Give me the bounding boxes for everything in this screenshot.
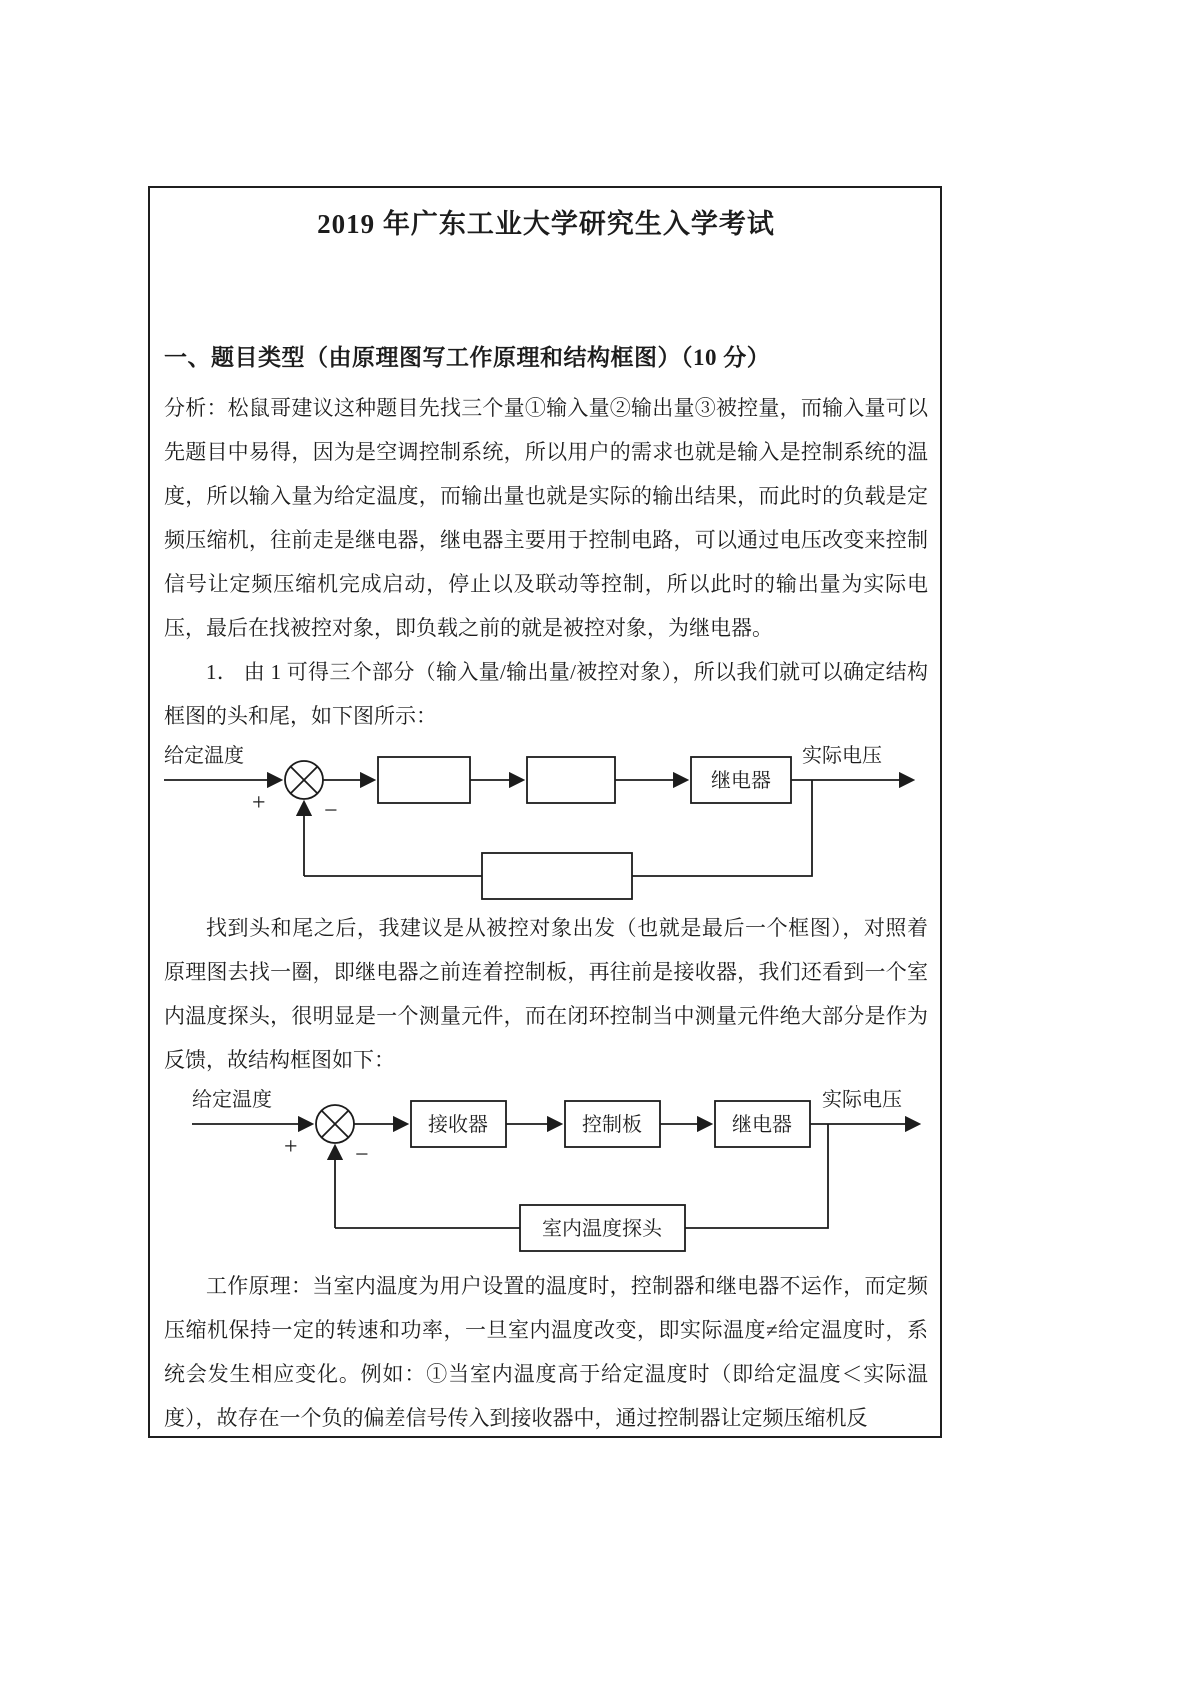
empty-block-2: [527, 757, 615, 803]
relay-block-label: 继电器: [711, 770, 771, 792]
relay-block-label: 继电器: [732, 1114, 792, 1136]
plus-sign: +: [284, 1134, 298, 1160]
output-label: 实际电压: [822, 1089, 902, 1111]
plus-sign: +: [252, 790, 266, 816]
page-border-frame: [148, 186, 942, 1438]
input-label: 给定温度: [192, 1089, 272, 1111]
input-label: 给定温度: [164, 745, 244, 767]
output-label: 实际电压: [802, 745, 882, 767]
empty-block-1: [378, 757, 470, 803]
section-heading: 一、题目类型（由原理图写工作原理和结构框图）（10 分）: [164, 345, 771, 370]
analysis-paragraph: 分析：松鼠哥建议这种题目先找三个量①输入量②输出量③被控量，而输入量可以先题目中易得，因为是空调控制系统，所以用户的需求也就是输入是控制系统的温度，所以输入量为给定温度，而输出量也就是实际的输出结果，而此时的负载是定频压缩机，往前走是继电器，继电器主要用于控制电路，可以通过电压改变来控制信号让定频压缩机完成启动，停止以及联动等控制，所以此时的输出量为实际电压，最后在找被控对象，即负载之前的就是被控对象，为继电器。: [164, 396, 928, 640]
paragraph-2: 找到头和尾之后，我建议是从被控对象出发（也就是最后一个框图），对照着原理图去找一圈，即继电器之前连着控制板，再往前是接收器，我们还看到一个室内温度探头，很明显是一个测量元件，而在闭环控制当中测量元件绝大部分是作为反馈，故结构框图如下：: [164, 916, 928, 1072]
block-diagram-1: [164, 738, 932, 906]
minus-sign: −: [324, 798, 338, 824]
feedback-block: [482, 853, 632, 899]
temperature-probe-block-label: 室内温度探头: [542, 1218, 662, 1240]
block-diagram-2: [164, 1082, 932, 1264]
control-board-block-label: 控制板: [582, 1114, 642, 1136]
list-item-1: 1． 由 1 可得三个部分（输入量/输出量/被控对象），所以我们就可以确定结构框图的头和尾，如下图所示：: [164, 660, 928, 728]
document-title: 2019 年广东工业大学研究生入学考试: [317, 209, 775, 239]
paragraph-3: 工作原理：当室内温度为用户设置的温度时，控制器和继电器不运作，而定频压缩机保持一定的转速和功率，一旦室内温度改变，即实际温度≠给定温度时，系统会发生相应变化。例如：①当室内温度高于给定温度时（即给定温度＜实际温度），故存在一个负的偏差信号传入到接收器中，通过控制器让定频压缩机反: [164, 1274, 928, 1430]
minus-sign: −: [355, 1142, 369, 1168]
receiver-block-label: 接收器: [428, 1114, 488, 1136]
